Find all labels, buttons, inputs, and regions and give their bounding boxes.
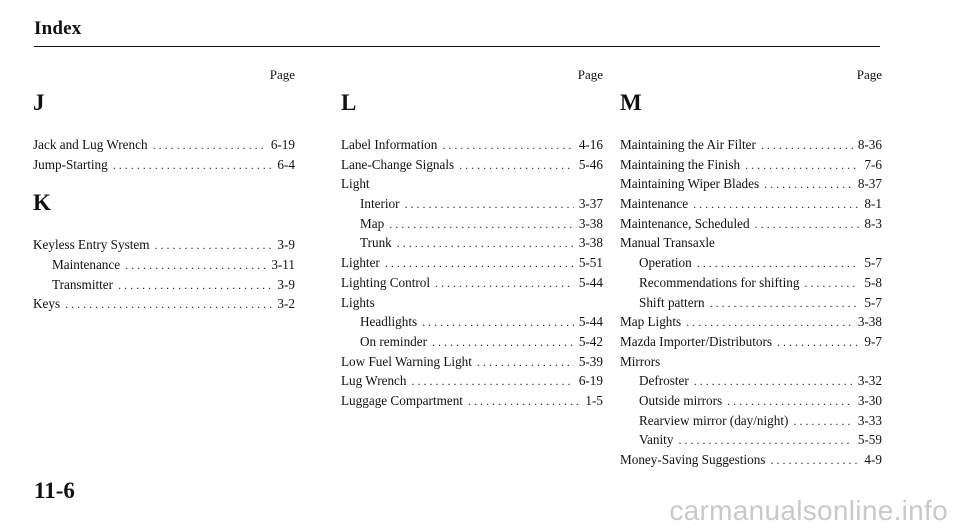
entry-page: 8-36: [857, 137, 882, 152]
entry-heading: Light: [341, 176, 370, 192]
index-entry: [620, 253, 882, 273]
index-entry: [341, 155, 603, 175]
entry-page: 3-37: [578, 196, 603, 212]
entry-label: Recommendations for shifting: [639, 274, 800, 290]
dot-leader: [389, 215, 574, 235]
index-entry: [341, 312, 603, 332]
dot-leader: [65, 295, 272, 315]
index-entry: [620, 450, 882, 470]
entry-page: 5-8: [864, 274, 882, 290]
dot-leader: [697, 254, 860, 274]
entry-label: Keyless Entry System: [33, 237, 150, 253]
entry-label: Maintenance, Scheduled: [620, 215, 750, 231]
entry-page: 3-38: [578, 215, 603, 231]
dot-leader: [442, 136, 574, 156]
index-column-3: [620, 66, 882, 470]
entry-page: 8-3: [864, 215, 882, 231]
dot-leader: [118, 276, 272, 296]
entry-label: Map Lights: [620, 314, 682, 330]
dot-leader: [710, 294, 860, 314]
index-entry: [620, 371, 882, 391]
entry-page: 6-4: [277, 156, 295, 172]
dot-leader: [770, 451, 859, 471]
entry-page: 3-30: [857, 392, 882, 408]
entry-label: Lighting Control: [341, 274, 431, 290]
entry-label: Money-Saving Suggestions: [620, 452, 766, 467]
entry-heading: Lights: [341, 294, 375, 310]
index-entry: [33, 294, 295, 314]
index-entry: [341, 391, 603, 411]
entry-page: 1-5: [585, 392, 603, 408]
index-entry: [341, 135, 603, 155]
entry-label: On reminder: [360, 333, 428, 349]
entry-page: 8-1: [864, 196, 882, 212]
index-title: Index: [34, 18, 82, 39]
index-entry: [620, 293, 882, 313]
entry-page: 5-7: [864, 255, 882, 271]
dot-leader: [412, 372, 574, 392]
index-entry: [33, 155, 295, 175]
entry-label: Maintaining the Air Filter: [620, 137, 756, 152]
entry-page: 6-19: [578, 373, 603, 389]
dot-leader: [761, 136, 853, 156]
page-column-label: Page: [856, 67, 882, 82]
entry-label: Map: [360, 215, 385, 231]
header-rule: [34, 46, 880, 47]
index-entry: [620, 214, 882, 234]
dot-leader: [113, 156, 273, 176]
entry-page: 4-16: [578, 137, 603, 152]
dot-leader: [745, 156, 859, 176]
index-entry: [620, 312, 882, 332]
entry-page: 5-44: [578, 314, 603, 330]
index-entry: [620, 155, 882, 175]
entry-label: Lug Wrench: [341, 373, 407, 389]
page-column-label: Page: [577, 67, 603, 82]
dot-leader: [435, 274, 574, 294]
index-entry: [620, 411, 882, 431]
entry-page: 3-33: [857, 412, 882, 428]
dot-leader: [678, 431, 852, 451]
index-entry: [620, 194, 882, 214]
index-entry: [341, 371, 603, 391]
index-entry: [341, 233, 603, 253]
entry-label: Lane-Change Signals: [341, 156, 455, 172]
index-entry: [341, 273, 603, 293]
dot-leader: [727, 392, 853, 412]
entry-page: 4-9: [864, 452, 882, 467]
watermark: carmanualsonline.info: [669, 495, 948, 526]
dot-leader: [405, 195, 574, 215]
index-entry: [33, 135, 295, 155]
section-letter: L: [341, 90, 357, 115]
entry-label: Outside mirrors: [639, 392, 723, 408]
index-entry: [620, 332, 882, 352]
dot-leader: [125, 256, 266, 276]
entry-page: 3-9: [277, 237, 295, 253]
entry-page: 7-6: [864, 156, 882, 172]
entry-page: 5-39: [578, 353, 603, 369]
dot-leader: [468, 392, 580, 412]
index-entry: [341, 214, 603, 234]
entry-page: 8-37: [857, 176, 882, 192]
entry-page: 9-7: [864, 333, 882, 349]
page-column-label: Page: [269, 67, 295, 82]
entry-label: Headlights: [360, 314, 418, 330]
dot-leader: [764, 175, 853, 195]
dot-leader: [422, 313, 574, 333]
index-entry: [341, 352, 603, 372]
dot-leader: [432, 333, 574, 353]
entry-page: 5-7: [864, 294, 882, 310]
entry-label: Defroster: [639, 373, 689, 389]
entry-page: 5-59: [857, 432, 882, 448]
entry-label: Vanity: [639, 432, 674, 448]
dot-leader: [804, 274, 859, 294]
section-letter: K: [33, 190, 51, 216]
dot-leader: [154, 236, 272, 256]
entry-page: 5-46: [578, 156, 603, 172]
index-column-1: [33, 66, 295, 314]
entry-label: Rearview mirror (day/night): [639, 412, 789, 428]
entry-page: 3-38: [857, 314, 882, 330]
entry-label: Trunk: [360, 235, 392, 251]
entry-label: Operation: [639, 255, 692, 271]
index-entry: [620, 430, 882, 450]
section-letter: J: [33, 90, 45, 115]
entry-label: Mazda Importer/Distributors: [620, 333, 772, 349]
section-letter: M: [620, 90, 642, 115]
footer-page-number: 11-6: [34, 478, 75, 503]
index-entry: [33, 275, 295, 295]
index-entry: [341, 253, 603, 273]
entry-label: Luggage Compartment: [341, 392, 463, 408]
entry-label: Low Fuel Warning Light: [341, 353, 472, 369]
dot-leader: [385, 254, 574, 274]
entry-page: 5-51: [578, 255, 603, 271]
dot-leader: [793, 412, 852, 432]
index-entry: [33, 255, 295, 275]
index-entry: [341, 194, 603, 214]
index-entry: [620, 135, 882, 155]
entry-page: 3-9: [277, 276, 295, 292]
index-entry: [33, 235, 295, 255]
entry-page: 5-44: [578, 274, 603, 290]
entry-label: Keys: [33, 296, 61, 312]
index-entry: [620, 174, 882, 194]
dot-leader: [755, 215, 860, 235]
entry-heading: Manual Transaxle: [620, 235, 715, 251]
entry-label: Maintaining the Finish: [620, 156, 741, 172]
entry-page: 3-32: [857, 373, 882, 389]
entry-page: 3-11: [271, 257, 295, 273]
entry-label: Jump-Starting: [33, 156, 108, 172]
index-entry: [341, 332, 603, 352]
entry-label: Jack and Lug Wrench: [33, 137, 148, 152]
entry-label: Transmitter: [52, 276, 114, 292]
index-entry: [620, 391, 882, 411]
index-column-2: [341, 66, 603, 411]
entry-label: Lighter: [341, 255, 380, 271]
entry-label: Maintenance: [620, 196, 689, 212]
dot-leader: [459, 156, 574, 176]
dot-leader: [777, 333, 859, 353]
entry-label: Label Information: [341, 137, 438, 152]
entry-heading: Mirrors: [620, 353, 661, 369]
entry-page: 5-42: [578, 333, 603, 349]
entry-label: Maintaining Wiper Blades: [620, 176, 760, 192]
entry-page: 6-19: [270, 137, 295, 152]
dot-leader: [477, 353, 574, 373]
dot-leader: [693, 195, 859, 215]
dot-leader: [153, 136, 266, 156]
index-entry: [620, 273, 882, 293]
entry-page: 3-38: [578, 235, 603, 251]
dot-leader: [686, 313, 853, 333]
entry-label: Interior: [360, 196, 400, 212]
entry-page: 3-2: [277, 296, 295, 312]
entry-label: Maintenance: [52, 257, 121, 273]
dot-leader: [694, 372, 853, 392]
dot-leader: [397, 234, 574, 254]
entry-label: Shift pattern: [639, 294, 705, 310]
